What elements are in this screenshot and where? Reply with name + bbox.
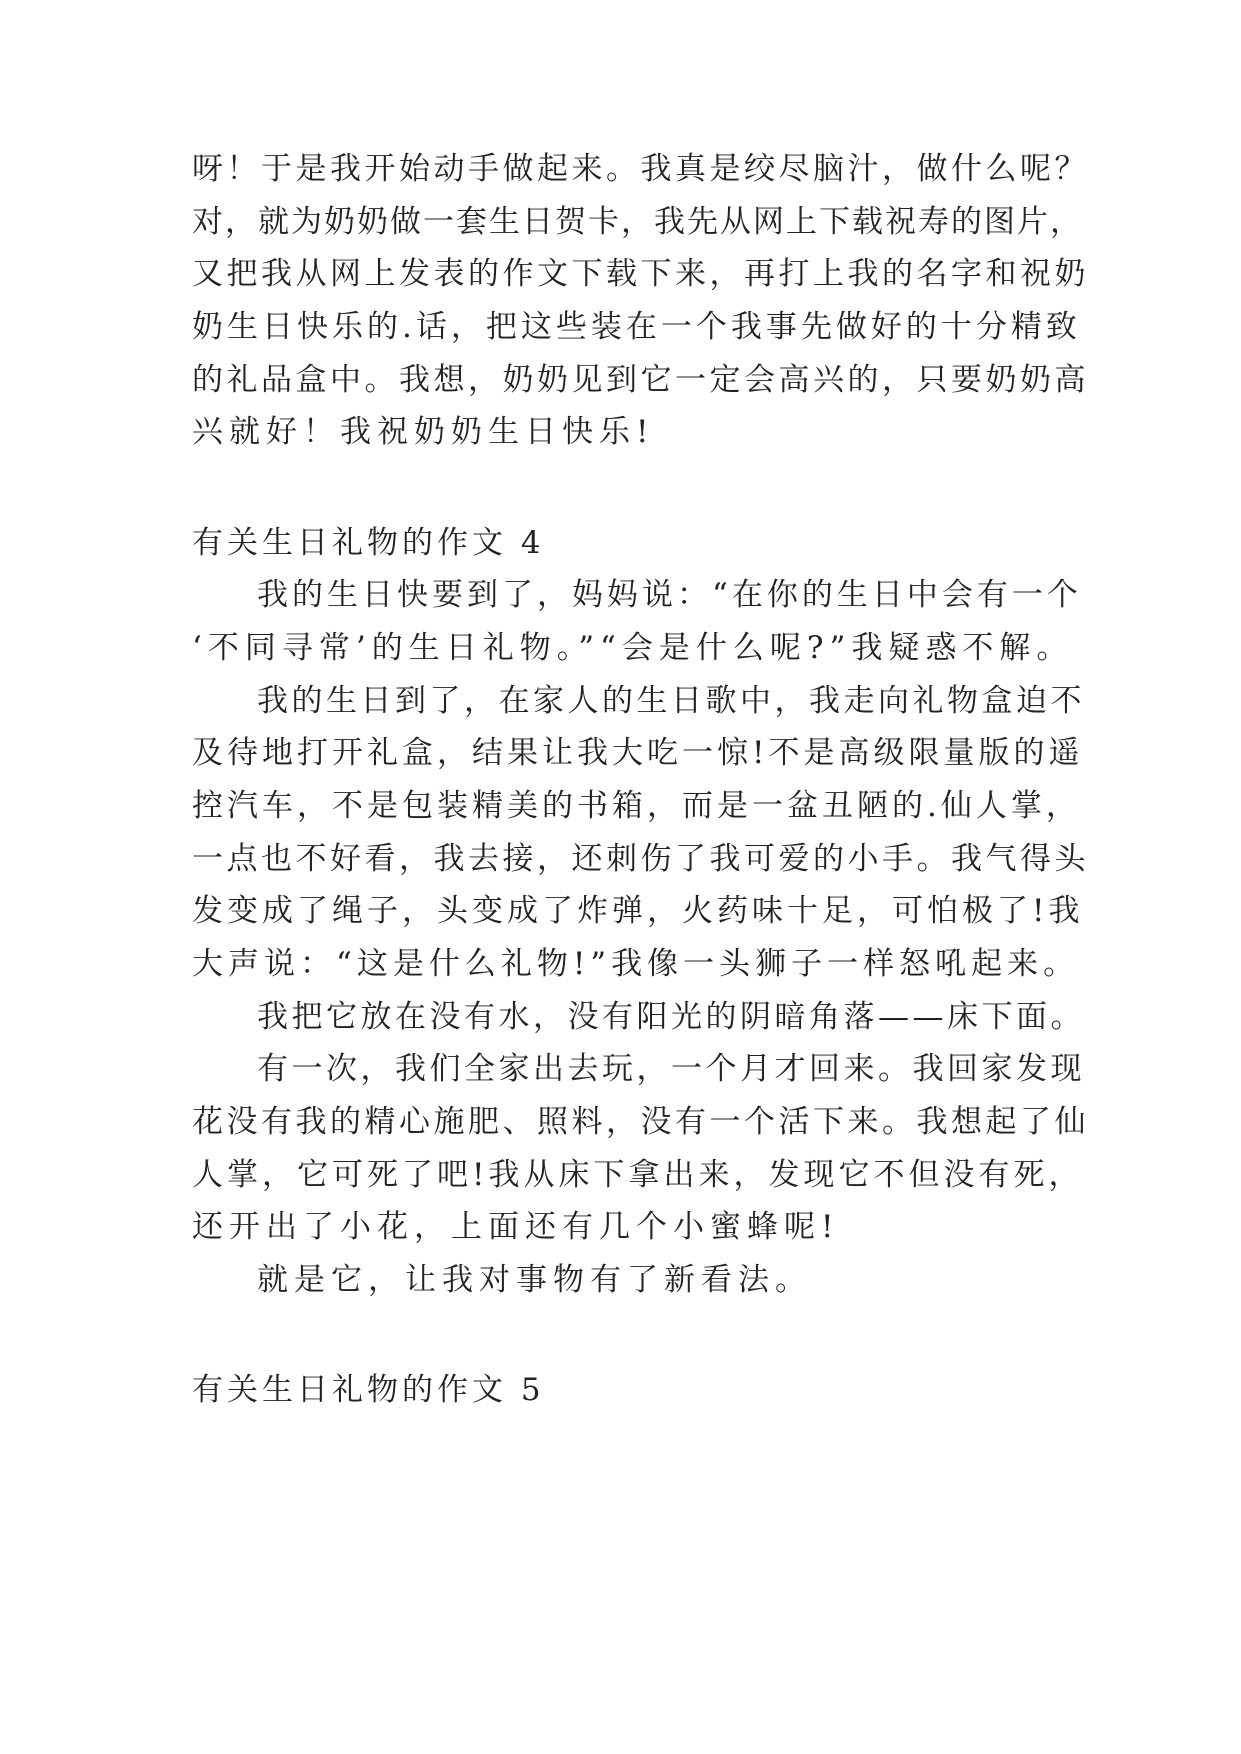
text-line: 我把它放在没有水，没有阳光的阴暗角落——床下面。 [257, 999, 1085, 1035]
text-line: 就是它，让我对事物有了新看法。 [257, 1262, 812, 1298]
text-line: 对，就为奶奶做一套生日贺卡，我先从网上下载祝寿的图片， [192, 204, 1083, 240]
text-line: 有一次，我们全家出去玩，一个月才回来。我回家发现 [257, 1051, 1085, 1087]
section-heading: 有关生日礼物的作文 5 [192, 1372, 545, 1408]
text-line: 又把我从网上发表的作文下载下来，再打上我的名字和祝奶 [192, 256, 1089, 292]
text-line: 的礼品盒中。我想，奶奶见到它一定会高兴的，只要奶奶高 [192, 362, 1089, 398]
section-heading: 有关生日礼物的作文 4 [192, 525, 545, 561]
text-line: 及待地打开礼盒，结果让我大吃一惊!不是高级限量版的遥 [192, 735, 1084, 771]
text-line: 控汽车，不是包装精美的书箱，而是一盆丑陋的.仙人掌， [192, 788, 1081, 824]
text-line: 我的生日快要到了，妈妈说：“在你的生日中会有一个 [257, 577, 1082, 613]
text-line: ‘不同寻常’的生日礼物。”“会是什么呢?”我疑惑不解。 [192, 630, 1074, 666]
text-line: 一点也不好看，我去接，还刺伤了我可爱的小手。我气得头 [192, 841, 1089, 877]
text-line: 兴就好！我祝奶奶生日快乐! [192, 414, 655, 450]
text-line: 我的生日到了，在家人的生日歌中，我走向礼物盒迫不 [257, 683, 1085, 719]
text-line: 大声说：“这是什么礼物!”我像一头狮子一样怒吼起来。 [192, 946, 1080, 982]
text-line: 奶生日快乐的.话，把这些装在一个我事先做好的十分精致 [192, 309, 1081, 345]
text-line: 呀！于是我开始动手做起来。我真是绞尽脑汁，做什么呢？ [192, 151, 1089, 187]
text-line: 还开出了小花，上面还有几个小蜜蜂呢! [192, 1209, 840, 1245]
text-line: 花没有我的精心施肥、照料，没有一个活下来。我想起了仙 [192, 1104, 1089, 1140]
text-line: 人掌，它可死了吧!我从床下拿出来，发现它不但没有死， [192, 1157, 1084, 1193]
text-line: 发变成了绳子，头变成了炸弹，火药味十足，可怕极了!我 [192, 893, 1084, 929]
